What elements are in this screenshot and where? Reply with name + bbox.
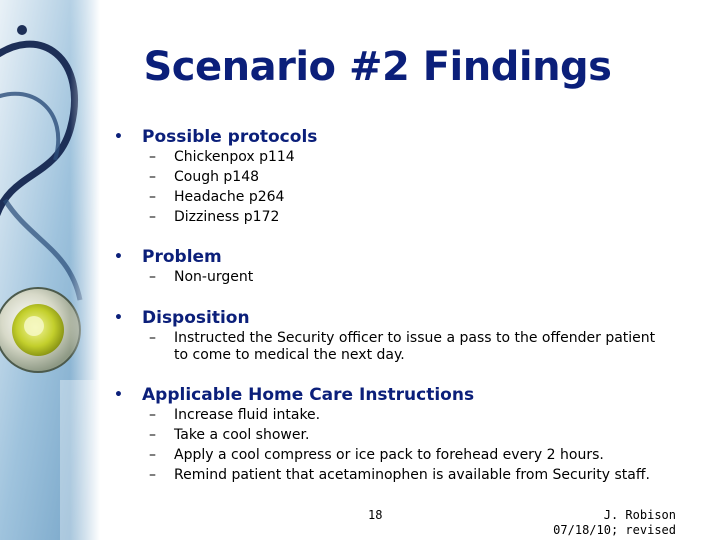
- heading-text: Disposition: [142, 308, 250, 328]
- sub-list: [113, 330, 673, 364]
- section-possible-protocols: [113, 126, 673, 226]
- item-text: Non-urgent: [174, 269, 254, 285]
- page-title: Scenario #2 Findings: [143, 44, 612, 90]
- bullet-heading: [113, 126, 673, 148]
- sub-list: [113, 149, 673, 226]
- dash-icon: –: [149, 330, 156, 346]
- sub-list: [113, 407, 673, 484]
- list-item: [149, 467, 673, 484]
- sub-list: [113, 269, 673, 286]
- bullet-icon: •: [114, 310, 123, 326]
- stethoscope-icon: [0, 0, 100, 540]
- list-item: [149, 149, 673, 166]
- item-text: Remind patient that acetaminophen is available from Security staff.: [174, 467, 650, 483]
- section-disposition: [113, 307, 673, 364]
- item-text: Apply a cool compress or ice pack to forehead every 2 hours.: [174, 447, 604, 463]
- dash-icon: –: [149, 169, 156, 185]
- dash-icon: –: [149, 149, 156, 165]
- page-number: 18: [368, 508, 383, 522]
- heading-text: Applicable Home Care Instructions: [142, 385, 475, 405]
- item-text: Take a cool shower.: [174, 427, 310, 443]
- item-text: Cough p148: [174, 169, 260, 185]
- section-problem: [113, 246, 673, 286]
- bullet-heading: [113, 307, 673, 329]
- dash-icon: –: [149, 467, 156, 483]
- dash-icon: –: [149, 427, 156, 443]
- footer-credit: [553, 508, 676, 538]
- item-text: Headache p264: [174, 189, 285, 205]
- item-text: Dizziness p172: [174, 209, 280, 225]
- heading-text: Problem: [142, 247, 222, 267]
- item-text: Increase fluid intake.: [174, 407, 321, 423]
- bullet-icon: •: [114, 387, 123, 403]
- list-item: [149, 269, 673, 286]
- list-item: [149, 407, 673, 424]
- list-item: [149, 189, 673, 206]
- dash-icon: –: [149, 189, 156, 205]
- list-item: [149, 427, 673, 444]
- list-item: [149, 447, 673, 464]
- bullet-icon: •: [114, 129, 123, 145]
- slide-body: [113, 126, 673, 484]
- item-text: Chickenpox p114: [174, 149, 295, 165]
- bullet-icon: •: [114, 249, 123, 265]
- dash-icon: –: [149, 209, 156, 225]
- dash-icon: –: [149, 447, 156, 463]
- heading-text: Possible protocols: [142, 127, 318, 147]
- footer-date: 07/18/10; revised: [553, 523, 676, 537]
- dash-icon: –: [149, 269, 156, 285]
- bullet-heading: [113, 246, 673, 268]
- list-item: [149, 169, 673, 186]
- section-home-care: [113, 384, 673, 484]
- bullet-heading: [113, 384, 673, 406]
- list-item: [149, 209, 673, 226]
- list-item: [149, 330, 673, 364]
- dash-icon: –: [149, 407, 156, 423]
- item-text: Instructed the Security officer to issue a pass to the offender patient to come to medical the next day.: [174, 330, 656, 363]
- footer-author: J. Robison: [603, 508, 676, 522]
